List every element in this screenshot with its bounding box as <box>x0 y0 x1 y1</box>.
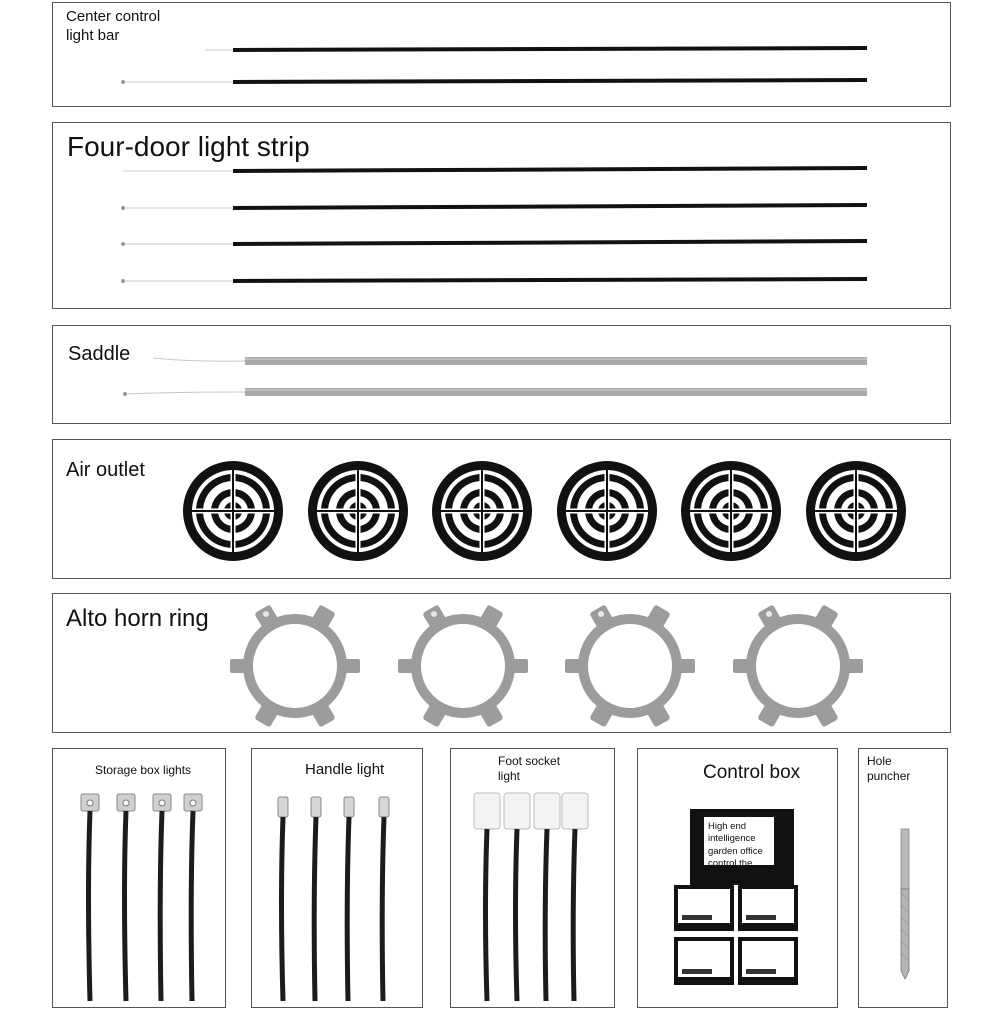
notched-ring-icon <box>398 604 528 727</box>
module-box <box>738 885 798 931</box>
label-air-outlet: Air outlet <box>66 459 145 481</box>
vent-target-icon <box>432 461 532 561</box>
panel-hole-puncher <box>858 748 948 1008</box>
vent-target-icon <box>681 461 781 561</box>
panel-center-control <box>52 2 951 107</box>
light-strip <box>121 279 867 283</box>
handle-light <box>278 797 288 1001</box>
label-horn-ring: Alto horn ring <box>66 605 209 632</box>
storage-light <box>81 794 99 1001</box>
foot-socket-light <box>534 793 560 1001</box>
light-strip <box>205 48 867 50</box>
vent-target-icon <box>308 461 408 561</box>
light-strip <box>153 357 867 365</box>
panel-foot-socket <box>450 748 615 1008</box>
handle-light <box>311 797 321 1001</box>
module-box <box>674 885 734 931</box>
label-control-box: Control box <box>703 762 801 783</box>
module-box <box>738 937 798 985</box>
vent-target-icon <box>183 461 283 561</box>
label-saddle: Saddle <box>68 343 131 365</box>
control-box-items <box>638 749 839 1009</box>
notched-ring-icon <box>733 604 863 727</box>
light-strip <box>121 241 867 246</box>
saddle-strips <box>53 326 952 425</box>
foot-socket-light <box>562 793 588 1001</box>
label-center-control: Center control light bar <box>66 8 161 44</box>
panel-four-door <box>52 122 951 309</box>
module-box <box>674 937 734 985</box>
notched-ring-icon <box>230 604 360 727</box>
control-box-text: High end intelligence garden office control the <box>708 821 763 870</box>
label-four-door: Four-door light strip <box>63 129 314 164</box>
label-hole-puncher: Hole puncher <box>867 754 911 783</box>
vent-target-icon <box>806 461 906 561</box>
storage-box-items <box>53 749 227 1009</box>
light-strip <box>123 388 867 396</box>
vent-target-icon <box>557 461 657 561</box>
light-strip <box>121 80 867 84</box>
panel-air-outlet <box>52 439 951 579</box>
storage-light <box>153 794 171 1001</box>
handle-light-items <box>252 749 424 1009</box>
storage-light <box>117 794 135 1001</box>
handle-light <box>379 797 389 1001</box>
panel-control-box <box>637 748 838 1008</box>
label-storage-box: Storage box lights <box>95 763 192 777</box>
panel-saddle <box>52 325 951 424</box>
storage-light <box>184 794 202 1001</box>
label-handle-light: Handle light <box>305 761 385 778</box>
center-control-strips <box>53 3 952 108</box>
panel-horn-ring <box>52 593 951 733</box>
label-foot-socket: Foot socket light <box>498 754 561 783</box>
horn-ring-row <box>53 594 952 734</box>
drill-bit-icon <box>859 749 949 1009</box>
light-strip <box>123 168 867 171</box>
foot-socket-light <box>504 793 530 1001</box>
air-outlet-row <box>53 440 952 580</box>
panel-handle-light <box>251 748 423 1008</box>
notched-ring-icon <box>565 604 695 727</box>
handle-light <box>344 797 354 1001</box>
light-strip <box>121 205 867 210</box>
foot-socket-items <box>451 749 616 1009</box>
panel-storage-box <box>52 748 226 1008</box>
foot-socket-light <box>474 793 500 1001</box>
